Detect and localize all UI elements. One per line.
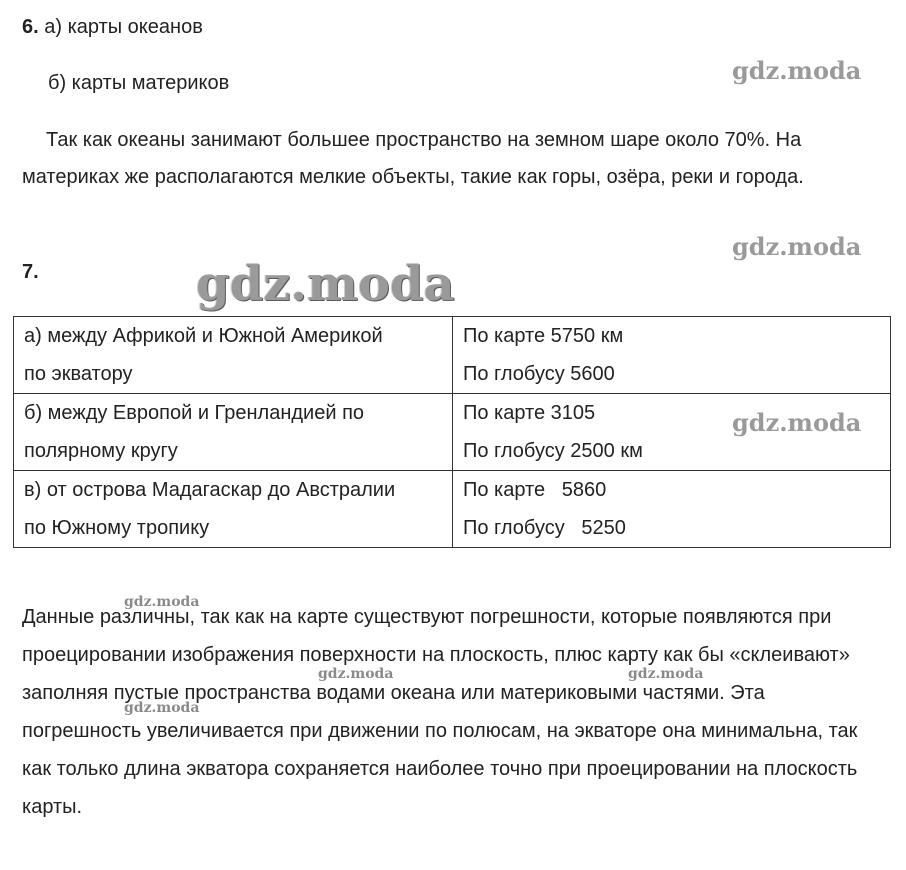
watermark: gdz.moda [318,666,394,682]
table-row [14,471,891,548]
globe-distance: По глобусу 5600 [463,363,615,385]
route-line: в) от острова Мадагаскар до Австралии [24,479,396,501]
watermark: gdz.moda [124,700,200,716]
route-line: по экватору [24,363,133,385]
route-line: полярному кругу [24,440,178,462]
table-row [14,317,891,394]
route-line: а) между Африкой и Южной Америкой [24,325,383,347]
task-6-line-a [22,16,203,39]
watermark: gdz.moda [196,256,455,312]
route-cell [14,394,453,471]
watermark: gdz.moda [124,594,200,610]
map-distance: По карте 3105 [463,402,596,424]
route-line: б) между Европой и Гренландией по [24,402,365,424]
watermark: gdz.moda [732,408,862,437]
route-cell [14,471,453,548]
map-distance: По карте 5860 [463,479,607,501]
task-6-answer-b: б) карты материков [48,72,230,94]
task-7-number: 7. [22,261,39,283]
task-6-number: 6. [22,16,39,38]
globe-distance: По глобусу 5250 [463,517,626,539]
route-cell [14,317,453,394]
task-6-answer-a: а) карты океанов [44,16,203,38]
task-7-conclusion: Данные различны, так как на карте существуют погрешности, которые появляются при проецировании изображения поверхности на плоскость, плюс карту как бы «склеивают» заполняя пустые пространства водами океана или материковыми частями. Эта погрешность увеличивается при движении по полюсам, на экваторе она минимальна, так как только длина экватора сохраняется наиболее точно при проецировании на плоскость карты. [22,606,858,818]
measure-cell [453,317,891,394]
task-6-explanation: Так как океаны занимают большее пространство на земном шаре около 70%. На материках же располагаются мелкие объекты, такие как горы, озёра, реки и города. [22,129,804,188]
measure-cell [453,471,891,548]
globe-distance: По глобусу 2500 км [463,440,643,462]
map-distance: По карте 5750 км [463,325,624,347]
watermark: gdz.moda [732,56,862,85]
watermark: gdz.moda [628,666,704,682]
watermark: gdz.moda [732,232,862,261]
route-line: по Южному тропику [24,517,210,539]
